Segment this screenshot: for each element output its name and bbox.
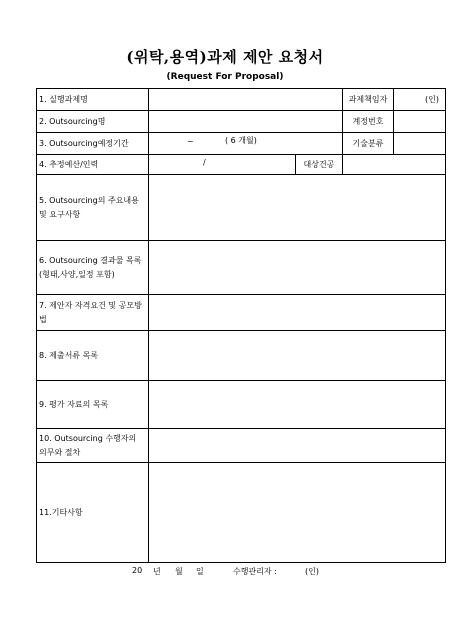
evaluation-label: 9. 평가 자료의 목록 [37,381,149,429]
documents-label: 8. 제출서류 목록 [37,331,149,381]
qualifications-label: 7. 제안자 자격요건 및 공모방법 [37,295,149,331]
obligations-field[interactable] [149,429,446,463]
document-title: (위탁,용역)과제 제안 요청서 [126,48,324,66]
account-number-field[interactable] [394,111,446,133]
project-name-field[interactable] [149,89,343,111]
footer-year-unit: 년 [153,567,161,576]
period-months: ( 6 개월) [225,136,257,145]
row-documents [37,331,446,381]
outsourcing-name-label: 2. Outsourcing명 [37,111,149,133]
row-project-name [37,89,446,111]
other-label: 11.기타사항 [37,463,149,563]
outsourcing-name-field[interactable] [149,111,343,133]
deliverables-label: 6. Outsourcing 결과물 목록 (형태,사양,일정 포함) [37,241,149,295]
tech-category-field[interactable] [394,133,446,155]
target-label: 대상건공 [296,155,343,175]
tech-category-label: 기술분류 [343,133,394,155]
row-main-content [37,175,446,241]
row-deliverables [37,241,446,295]
obligations-label: 10. Outsourcing 수행자의 의무와 절차 [37,429,149,463]
row-qualifications [37,295,446,331]
row-other [37,463,446,563]
deliverables-field[interactable] [149,241,446,295]
budget-field[interactable] [149,155,296,175]
row-evaluation [37,381,446,429]
main-content-field[interactable] [149,175,446,241]
document-subtitle: (Request For Proposal) [166,72,284,82]
qualifications-field[interactable] [149,295,446,331]
row-planned-period [37,133,446,155]
target-field[interactable] [343,155,446,175]
footer-month-unit: 월 [175,567,183,576]
account-number-label: 계정번호 [343,111,394,133]
footer-year-prefix: 20 [132,566,143,575]
footer-manager-label: 수행관리자 : [233,567,277,576]
main-content-label: 5. Outsourcing의 주요내용 및 요구사항 [37,175,149,241]
other-field[interactable] [149,463,446,563]
period-tilde: ~ [187,137,194,146]
footer-seal[interactable]: (인) [305,567,319,576]
row-budget [37,155,446,175]
project-name-label: 1. 실행과제명 [37,89,149,111]
budget-label: 4. 추정예산/인력 [37,155,149,175]
evaluation-field[interactable] [149,381,446,429]
planned-period-field[interactable] [149,133,343,155]
project-lead-seal[interactable]: (인) [394,89,446,111]
footer-day-unit: 일 [196,567,204,576]
budget-slash: / [203,158,206,167]
project-lead-label: 과제책임자 [343,89,394,111]
documents-field[interactable] [149,331,446,381]
planned-period-label: 3. Outsourcing예정기간 [37,133,149,155]
row-outsourcing-name [37,111,446,133]
proposal-form-table [36,88,446,563]
row-obligations [37,429,446,463]
